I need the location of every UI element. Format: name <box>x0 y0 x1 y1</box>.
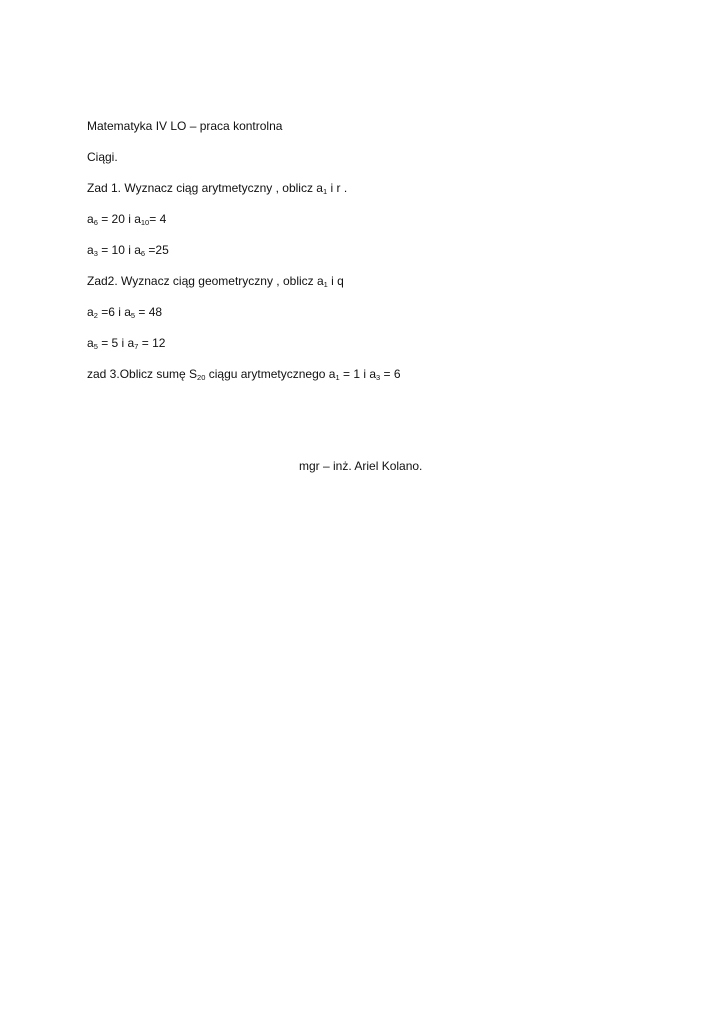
task3-sub3: 3 <box>376 373 381 382</box>
task3-part4: = 6 <box>380 367 401 381</box>
task1b-part2: = 10 i a <box>97 243 141 257</box>
task2b-sub1: 5 <box>93 342 98 351</box>
task3-part1: zad 3.Oblicz sumę S <box>87 367 198 381</box>
document-title <box>87 119 282 133</box>
signature-text: mgr – inż. Ariel Kolano. <box>299 459 423 473</box>
task2b-part1: a <box>87 336 94 350</box>
task1a-sub2: 10 <box>140 218 150 227</box>
task2a-part2: =6 i a <box>97 305 131 319</box>
task2b-sub2: 7 <box>134 342 139 351</box>
task1-tail: i r . <box>327 181 348 195</box>
task1a-part2: = 20 i a <box>97 212 141 226</box>
task2-text: Zad2. Wyznacz ciąg geometryczny , oblicz a <box>87 274 324 288</box>
task1a-part3: = 4 <box>149 212 167 226</box>
task1-statement <box>87 181 347 195</box>
title-text: Matematyka IV LO – praca kontrolna <box>87 119 283 133</box>
author-signature <box>299 459 422 473</box>
task2-case-a <box>87 305 162 319</box>
task2-subscript: 1 <box>323 280 328 289</box>
topic-text: Ciągi. <box>87 150 118 164</box>
task2-statement <box>87 274 344 288</box>
task2a-sub1: 2 <box>93 311 98 320</box>
task1a-part1: a <box>87 212 94 226</box>
task1-subscript: 1 <box>322 187 328 196</box>
task2a-sub2: 5 <box>130 311 136 320</box>
task1b-part1: a <box>87 243 94 257</box>
topic-heading <box>87 150 118 164</box>
task1a-sub1: 6 <box>93 218 98 227</box>
task1-text: Zad 1. Wyznacz ciąg arytmetyczny , oblicz a <box>87 181 323 195</box>
task3-sub1: 20 <box>197 373 206 382</box>
task3-part3: = 1 i a <box>339 367 376 381</box>
task1b-part3: =25 <box>145 243 169 257</box>
task2b-part2: = 5 i a <box>97 336 135 350</box>
task3-statement <box>87 367 401 381</box>
task2b-part3: = 12 <box>138 336 166 350</box>
task2a-part1: a <box>87 305 94 319</box>
task1-case-a <box>87 212 166 226</box>
task2-tail: i q <box>327 274 344 288</box>
task1-case-b <box>87 243 169 257</box>
task3-part2: ciągu arytmetycznego a <box>205 367 336 381</box>
task3-sub2: 1 <box>335 373 340 382</box>
task1b-sub1: 3 <box>93 249 98 258</box>
task2-case-b <box>87 336 165 350</box>
task1b-sub2: 6 <box>140 249 146 258</box>
task2a-part3: = 48 <box>135 305 163 319</box>
